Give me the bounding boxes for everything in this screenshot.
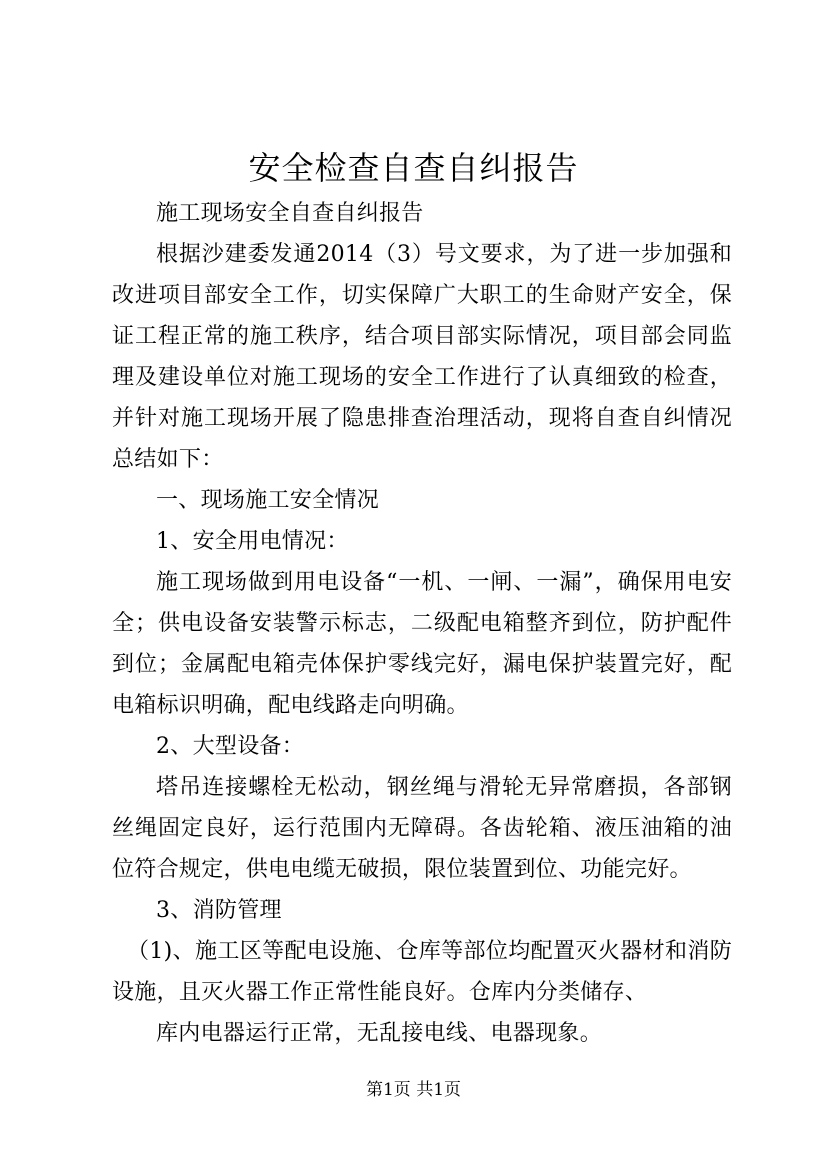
- section-heading: 一、现场施工安全情况: [156, 488, 380, 513]
- subsection-heading-equipment: 2、大型设备：: [156, 734, 305, 759]
- subsection-heading-fire: 3、消防管理: [156, 898, 282, 923]
- storage-paragraph: 库内电器运行正常，无乱接电线、电器现象。: [156, 1021, 603, 1046]
- page-footer: 第1页 共1页: [365, 1080, 462, 1100]
- equipment-paragraph: 塔吊连接螺栓无松动，钢丝绳与滑轮无异常磨损，各部钢丝绳固定良好，运行范围内无障碍。各齿轮箱、液压油箱的油位符合规定，供电电缆无破损，限位装置到位、功能完好。: [112, 775, 732, 882]
- intro-paragraph: 根据沙建委发通2014（3）号文要求，为了进一步加强和改进项目部安全工作，切实保障广大职工的生命财产安全，保证工程正常的施工秩序，结合项目部实际情况，项目部会同监理及建设单位对施工现场的安全工作进行了认真细致的检查，并针对施工现场开展了隐患排查治理活动，现将自查自纠情况总结如下：: [112, 242, 732, 472]
- document-title: 安全检查自查自纠报告: [248, 149, 579, 187]
- fire-paragraph: （1)、施工区等配电设施、仓库等部位均配置灭火器材和消防设施，且灭火器工作正常性能良好。仓库内分类储存、: [112, 939, 732, 1005]
- subtitle-paragraph: 施工现场安全自查自纠报告: [156, 201, 424, 226]
- subsection-heading-electricity: 1、安全用电情况：: [156, 529, 349, 554]
- document-body: [112, 193, 732, 1054]
- electricity-paragraph: 施工现场做到用电设备“一机、一闸、一漏”，确保用电安全；供电设备安装警示标志，二级配电箱整齐到位，防护配件到位；金属配电箱壳体保护零线完好，漏电保护装置完好，配电箱标识明确，配电线路走向明确。: [112, 570, 732, 718]
